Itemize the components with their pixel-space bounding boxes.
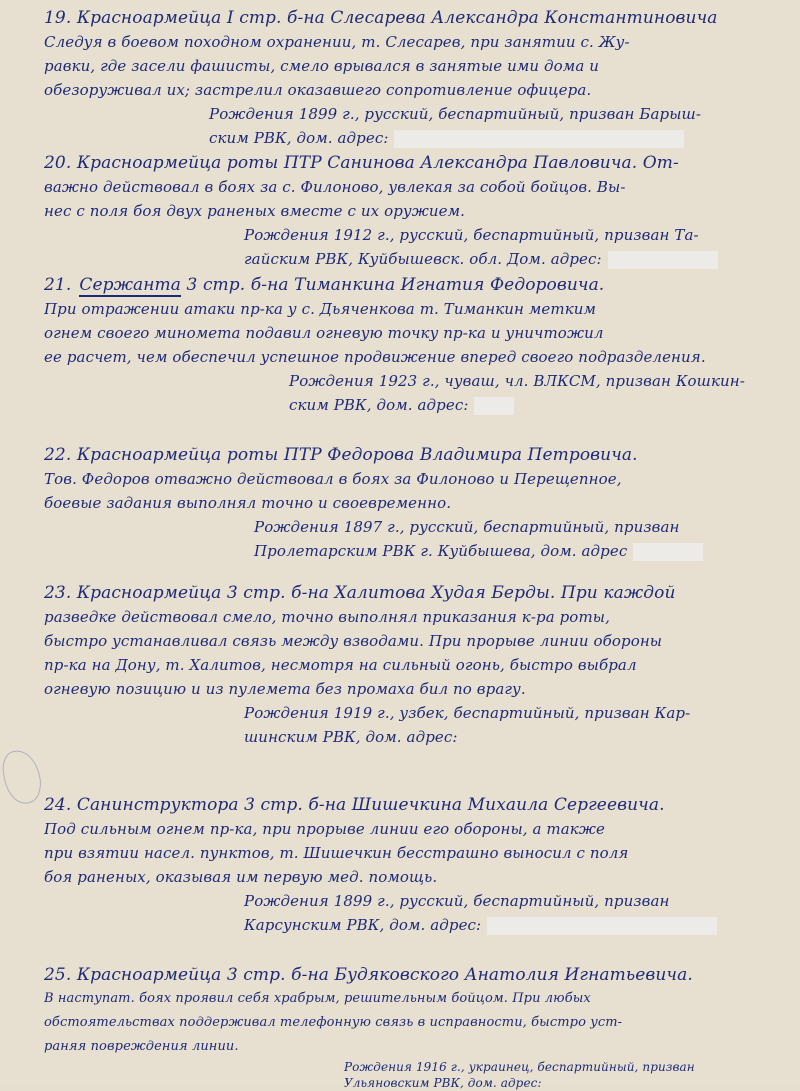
entry-bio-line: Рождения 1912 г., русский, беспартийный, призван Та-	[244, 226, 699, 244]
entry-24	[44, 793, 782, 963]
entry-heading: 25. Красноармейца 3 стр. б-на Будяковского Анатолия Игнатьевича.	[44, 965, 693, 985]
entry-text-line: огневую позицию и из пулемета без промаха бил по врагу.	[44, 680, 526, 698]
redacted-address	[394, 130, 684, 148]
entry-25	[44, 963, 782, 1090]
entry-bio-line: Рождения 1899 г., русский, беспартийный, призван	[244, 892, 670, 910]
entry-text-line: нес с поля боя двух раненых вместе с их оружием.	[44, 202, 466, 220]
ink-blot-mark	[0, 747, 44, 806]
entry-number: 21.	[44, 275, 72, 295]
entry-bio-line	[44, 393, 782, 417]
entry-bio-text: ским РВК, дом. адрес:	[289, 396, 469, 414]
entry-bio-text: Пролетарским РВК г. Куйбышева, дом. адрес	[254, 542, 628, 560]
entry-text-line: боя раненых, оказывая им первую мед. помощь.	[44, 868, 438, 886]
entry-text-line: Тов. Федоров отважно действовал в боях за Филоново и Перещепное,	[44, 470, 622, 488]
entry-bio-line: Рождения 1916 г., украинец, беспартийный, призван	[344, 1060, 695, 1074]
entry-bio-line	[44, 913, 782, 937]
entry-text-line: разведке действовал смело, точно выполнял приказания к-ра роты,	[44, 608, 610, 626]
entry-text-line: огнем своего миномета подавил огневую точку пр-ка и уничтожил	[44, 324, 604, 342]
entry-bio-text: ским РВК, дом. адрес:	[209, 129, 389, 147]
entry-22	[44, 443, 782, 581]
entry-heading: 23. Красноармейца 3 стр. б-на Халитова Худая Берды. При каждой	[44, 583, 676, 603]
entry-text-line: боевые задания выполнял точно и своевременно.	[44, 494, 452, 512]
entry-heading	[44, 273, 782, 297]
entry-text-line: равки, где засели фашисты, смело врывался в занятые ими дома и	[44, 57, 600, 75]
entry-text-line: обезоруживал их; застрелил оказавшего сопротивление офицера.	[44, 81, 592, 99]
entry-heading: 19. Красноармейца I стр. б-на Слесарева Александра Константиновича	[44, 8, 718, 28]
redacted-address	[633, 543, 703, 561]
entry-text-line: быстро устанавливал связь между взводами. При прорыве линии обороны	[44, 632, 663, 650]
entry-bio-text: гайским РВК, Куйбышевск. обл. Дом. адрес:	[244, 250, 602, 268]
entry-bio-line	[44, 247, 782, 271]
entry-text-line: В наступат. боях проявил себя храбрым, решительным бойцом. При любых	[44, 991, 591, 1006]
entry-heading: 24. Санинструктора 3 стр. б-на Шишечкина Михаила Сергеевича.	[44, 795, 665, 815]
entry-21	[44, 273, 782, 443]
entry-bio-line	[44, 126, 782, 150]
entry-bio-text: Карсунским РВК, дом. адрес:	[244, 916, 482, 934]
entry-bio-line: шинским РВК, дом. адрес:	[244, 728, 458, 746]
entry-text-line: При отражении атаки пр-ка у с. Дьяченкова т. Тиманкин метким	[44, 300, 597, 318]
entry-heading: 22. Красноармейца роты ПТР Федорова Владимира Петровича.	[44, 445, 638, 465]
entry-19	[44, 6, 782, 151]
entry-text-line: ее расчет, чем обеспечил успешное продвижение вперед своего подразделения.	[44, 348, 706, 366]
entry-heading: 20. Красноармейца роты ПТР Санинова Александра Павловича. От-	[44, 153, 679, 173]
entry-bio-line: Рождения 1923 г., чуваш, чл. ВЛКСМ, призван Кошкин-	[289, 372, 745, 390]
redacted-address	[474, 397, 514, 415]
redacted-address	[608, 251, 718, 269]
entry-23	[44, 581, 782, 793]
entry-rank-underlined: Сержанта	[79, 275, 182, 295]
entry-bio-line: Рождения 1899 г., русский, беспартийный, призван Барыш-	[209, 105, 702, 123]
entry-20	[44, 151, 782, 273]
entry-bio-line: Рождения 1897 г., русский, беспартийный, призван	[254, 518, 680, 536]
entry-text-line: Под сильным огнем пр-ка, при прорыве линии его обороны, а также	[44, 820, 605, 838]
redacted-address	[487, 917, 717, 935]
entry-bio-line: Рождения 1919 г., узбек, беспартийный, призван Кар-	[244, 704, 691, 722]
entry-bio-line	[44, 539, 782, 563]
entry-text-line: Следуя в боевом походном охранении, т. Слесарев, при занятии с. Жу-	[44, 33, 630, 51]
entry-text-line: обстоятельствах поддерживал телефонную связь в исправности, быстро уст-	[44, 1015, 623, 1030]
entry-text-line: при взятии насел. пунктов, т. Шишечкин бесстрашно выносил с поля	[44, 844, 629, 862]
entry-text-line: пр-ка на Дону, т. Халитов, несмотря на сильный огонь, быстро выбрал	[44, 656, 637, 674]
entry-text-line: раняя повреждения линии.	[44, 1039, 239, 1054]
entry-text-line: важно действовал в боях за с. Филоново, увлекая за собой бойцов. Вы-	[44, 178, 626, 196]
entry-bio-line: Ульяновским РВК, дом. адрес:	[344, 1076, 542, 1090]
entry-heading-rest: 3 стр. б-на Тиманкина Игнатия Федоровича.	[181, 275, 605, 295]
